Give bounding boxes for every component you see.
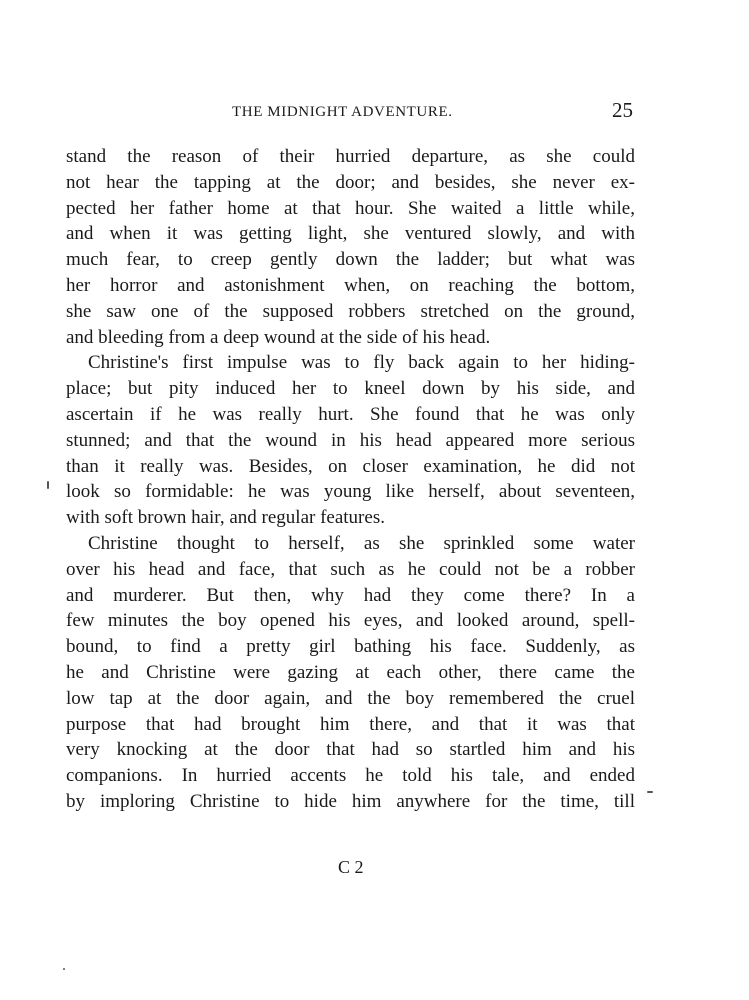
text-line: companions. In hurried accents he told his tale, and ended xyxy=(66,765,635,787)
text-line: few minutes the boy opened his eyes, and looked around, spell- xyxy=(66,610,635,632)
text-line: her horror and astonishment when, on reaching the bottom, xyxy=(66,274,635,296)
text-line: look so formidable: he was young like herself, about seventeen, xyxy=(66,481,635,503)
text-line: very knocking at the door that had so startled him and his xyxy=(66,739,635,761)
text-line: Christine thought to herself, as she sprinkled some water xyxy=(88,532,635,554)
body-text xyxy=(66,144,635,815)
text-line: stunned; and that the wound in his head appeared more serious xyxy=(66,429,635,451)
text-line: low tap at the door again, and the boy remembered the cruel xyxy=(66,687,635,709)
text-line: by imploring Christine to hide him anywhere for the time, till xyxy=(66,790,635,812)
text-line: than it really was. Besides, on closer examination, he did not xyxy=(66,455,635,477)
text-line: much fear, to creep gently down the ladder; but what was xyxy=(66,249,635,271)
text-line: place; but pity induced her to kneel down by his side, and xyxy=(66,378,635,400)
text-line: bound, to find a pretty girl bathing his face. Suddenly, as xyxy=(66,636,635,658)
ink-speck xyxy=(63,968,65,970)
text-line: he and Christine were gazing at each other, there came the xyxy=(66,661,635,683)
page-number: 25 xyxy=(612,98,633,122)
text-line: and murderer. But then, why had they come there? In a xyxy=(66,584,635,606)
text-line: and bleeding from a deep wound at the side of his head. xyxy=(66,326,491,348)
signature-mark: C 2 xyxy=(338,857,364,877)
text-line: not hear the tapping at the door; and besides, she never ex- xyxy=(66,171,635,193)
ink-speck xyxy=(47,481,49,489)
text-line: Christine's first impulse was to fly back again to her hiding- xyxy=(88,352,635,374)
text-line: she saw one of the supposed robbers stretched on the ground, xyxy=(66,300,635,322)
text-line: pected her father home at that hour. She waited a little while, xyxy=(66,197,635,219)
text-line: ascertain if he was really hurt. She found that he was only xyxy=(66,403,635,425)
text-line: purpose that had brought him there, and that it was that xyxy=(66,713,635,735)
text-line: with soft brown hair, and regular features. xyxy=(66,507,385,529)
text-line: stand the reason of their hurried departure, as she could xyxy=(66,146,635,167)
text-line: and when it was getting light, she ventured slowly, and with xyxy=(66,223,635,245)
text-line: over his head and face, that such as he could not be a robber xyxy=(66,558,635,580)
running-head: THE MIDNIGHT ADVENTURE. xyxy=(232,104,453,120)
ink-speck xyxy=(647,791,653,793)
